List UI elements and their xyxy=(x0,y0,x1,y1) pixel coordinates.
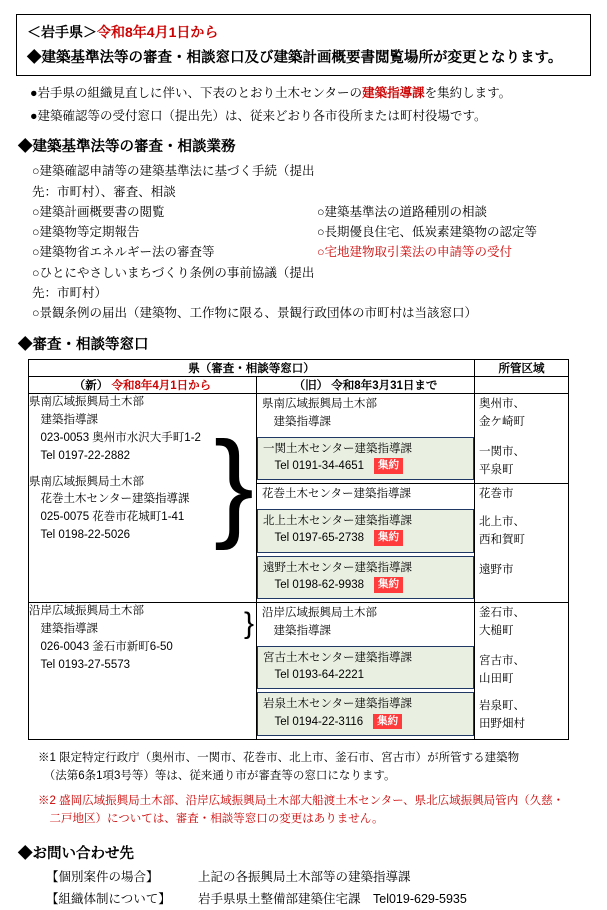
table-header-area: 所管区域 xyxy=(475,360,569,377)
area-name: 宮古市、 xyxy=(479,654,525,667)
office-name: 沿岸広域振興局土木部 xyxy=(262,607,377,620)
office-address: 023-0053 奥州市水沢大手町1-2 xyxy=(29,431,201,444)
area-cell-group xyxy=(475,484,569,603)
office-name: 一関土木センター建築指導課 xyxy=(263,442,413,455)
office-tel-text: Tel 0194-22-3116 xyxy=(263,715,364,728)
old-office-consolidated xyxy=(257,646,474,690)
service-item-right: ○長期優良住宅、低炭素建築物の認定等 xyxy=(317,225,538,239)
table-subheader-row xyxy=(29,377,569,394)
footnote-line: 二戸地区）については、審査・相談等窓口の変更はありません。 xyxy=(38,812,384,825)
office-name: 宮古土木センター建築指導課 xyxy=(263,651,413,664)
office-tel: Tel 0193-27-5573 xyxy=(29,658,131,671)
old-office-consolidated xyxy=(257,509,474,553)
contact-value: 上記の各振興局土木部等の建築指導課 xyxy=(198,870,411,885)
footnote-line: ※1 限定特定行政庁（奥州市、一関市、花巻市、北上市、釜石市、宮古市）が所管する建築物 xyxy=(38,751,520,764)
area-name: 釜石市、 xyxy=(479,607,525,620)
area-name: 平泉町 xyxy=(479,463,514,476)
bullet-text-pre: ●建築確認等の受付窓口（提出先）は、従来どおり各市役所または町村役場です。 xyxy=(30,109,487,124)
contact-label: 【個別案件の場合】 xyxy=(46,870,159,885)
office-name: 県南広域振興局土木部 xyxy=(29,475,144,488)
area-name: 金ケ崎町 xyxy=(479,416,525,429)
subheader-old xyxy=(257,377,475,394)
old-office-plain xyxy=(257,484,474,507)
consolidation-badge: 集約 xyxy=(374,577,403,593)
new-office-engan xyxy=(29,603,257,740)
office-name: 北上土木センター建築指導課 xyxy=(263,515,413,528)
header-line-2: ◆建築基準法等の審査・相談窓口及び建築計画概要書閲覧場所が変更となります。 xyxy=(27,50,563,66)
old-office-group xyxy=(257,603,475,740)
old-office-plain xyxy=(257,394,474,435)
service-item-right-highlight: ○宅地建物取引業法の申請等の受付 xyxy=(317,245,513,260)
old-office-consolidated xyxy=(257,556,474,600)
office-tel xyxy=(263,530,468,547)
old-office-group xyxy=(257,394,475,484)
table-row xyxy=(29,603,569,740)
bullet-row xyxy=(30,84,591,102)
service-item-left: ○建築計画概要書の閲覧 xyxy=(32,204,165,219)
service-item-right: ○建築基準法の道路種別の相談 xyxy=(317,204,488,219)
service-item-left: ○建築確認申請等の建築基準法に基づく手続（提出先：市町村）、審査、相談 xyxy=(32,164,315,199)
office-tel xyxy=(263,458,468,475)
subheader-old-date: 令和8年3月31日まで xyxy=(331,380,438,393)
area-name: 花巻市 xyxy=(479,488,514,501)
list-item xyxy=(32,303,591,323)
office-division: 花巻土木センター建築指導課 xyxy=(29,493,190,506)
table-header-row xyxy=(29,360,569,377)
brace-icon: } xyxy=(213,417,254,552)
area-cell-group xyxy=(475,394,569,484)
office-tel-text: Tel 0198-62-9938 xyxy=(263,578,365,591)
area-name: 遠野市 xyxy=(479,563,514,576)
list-item xyxy=(32,222,591,242)
area-name: 岩泉町、 xyxy=(479,700,525,713)
bullet-text-emphasis: 建築指導課 xyxy=(362,86,425,100)
office-division: 建築指導課 xyxy=(29,414,98,427)
subheader-new xyxy=(29,377,257,394)
footnote-line: ※2 盛岡広域振興局土木部、沿岸広域振興局土木部大船渡土木センター、県北広域振興局管内（久慈・ xyxy=(38,794,565,807)
area-cell-group xyxy=(475,603,569,740)
area-name: 田野畑村 xyxy=(479,718,525,731)
office-tel-text: Tel 0191-34-4651 xyxy=(263,460,365,473)
office-name: 沿岸広域振興局土木部 xyxy=(29,605,144,618)
list-item xyxy=(32,263,591,304)
office-name: 岩泉土木センター建築指導課 xyxy=(263,698,413,711)
service-item-left: ○ひとにやさしいまちづくり条例の事前協議（提出先：市町村） xyxy=(32,265,315,300)
area-name: 一関市、 xyxy=(479,445,525,458)
brace-icon: } xyxy=(243,607,254,641)
footnote-line: （法第6条1項3号等）等は、従来通り市が審査等の窓口になります。 xyxy=(38,770,396,783)
notice-bullets xyxy=(30,84,591,125)
office-tel: Tel 0198-22-5026 xyxy=(29,528,131,541)
table-row xyxy=(29,394,569,484)
old-office-consolidated xyxy=(257,692,474,736)
service-item-left: ○景観条例の届出（建築物、工作物に限る、景観行政団体の市町村は当該窓口） xyxy=(32,306,478,320)
contact-row xyxy=(46,889,591,910)
list-item xyxy=(32,161,591,202)
bullet-row xyxy=(30,107,591,125)
service-item-left: ○建築物等定期報告 xyxy=(32,225,140,239)
consolidation-badge: 集約 xyxy=(374,458,403,474)
office-name: 花巻土木センター建築指導課 xyxy=(262,488,412,501)
table-header-main: 県（審査・相談等窓口） xyxy=(29,360,475,377)
area-name: 西和賀町 xyxy=(479,534,525,546)
bullet-text-pre: ●岩手県の組織見直しに伴い、下表のとおり土木センターの xyxy=(30,86,363,100)
office-name: 県南広域振興局土木部 xyxy=(29,396,144,409)
office-name: 県南広域振興局土木部 xyxy=(262,398,377,411)
subheader-area-blank xyxy=(475,377,569,394)
subheader-old-label: （旧） xyxy=(293,380,329,393)
contact-row xyxy=(46,867,591,888)
services-list xyxy=(32,161,591,323)
subheader-new-date: 令和8年4月1日から xyxy=(111,380,212,393)
area-name: 大槌町 xyxy=(479,625,514,637)
old-office-plain xyxy=(257,603,474,644)
office-tel xyxy=(263,714,468,731)
offices-table xyxy=(28,359,569,740)
office-tel: Tel 0197-22-2882 xyxy=(29,449,131,462)
area-name: 北上市、 xyxy=(479,516,525,529)
list-item xyxy=(32,202,591,222)
bullet-text-post: を集約します。 xyxy=(424,86,512,100)
header-notice-box xyxy=(16,14,591,76)
contact-label: 【組織体制について】 xyxy=(46,891,171,906)
contact-heading: ◆お問い合わせ先 xyxy=(18,846,134,863)
prefecture-label: ＜岩手県＞ xyxy=(27,24,97,40)
office-tel xyxy=(263,577,468,594)
area-name: 奥州市、 xyxy=(479,398,525,411)
service-item-left: ○建築物省エネルギー法の審査等 xyxy=(32,245,215,260)
footnote-1 xyxy=(38,749,591,786)
subheader-new-label: （新） xyxy=(73,380,109,393)
office-tel: Tel 0193-64-2221 xyxy=(263,669,365,682)
office-division: 建築指導課 xyxy=(29,623,98,635)
footnotes xyxy=(38,749,591,829)
header-line-1 xyxy=(27,22,582,42)
effective-date: 令和8年4月1日から xyxy=(97,24,219,40)
section-heading-services: ◆建築基準法等の審査・相談業務 xyxy=(18,139,236,156)
office-name: 遠野土木センター建築指導課 xyxy=(263,561,413,574)
office-address: 025-0075 花巻市花城町1-41 xyxy=(29,511,185,524)
office-division: 建築指導課 xyxy=(262,625,331,637)
old-office-consolidated xyxy=(257,437,474,481)
consolidation-badge: 集約 xyxy=(373,714,402,730)
office-division: 建築指導課 xyxy=(262,416,331,429)
contact-value: 岩手県県土整備部建築住宅課 Tel019-629-5935 xyxy=(198,891,467,906)
office-tel-text: Tel 0197-65-2738 xyxy=(263,532,365,545)
area-name: 山田町 xyxy=(479,672,514,685)
section-heading-offices: ◆審査・相談等窓口 xyxy=(18,337,149,354)
footnote-2 xyxy=(38,792,591,829)
old-office-group xyxy=(257,484,475,603)
office-address: 026-0043 釜石市新町6-50 xyxy=(29,640,173,653)
consolidation-badge: 集約 xyxy=(374,530,403,546)
list-item xyxy=(32,242,591,262)
new-office-kennan-oshu xyxy=(29,394,257,603)
